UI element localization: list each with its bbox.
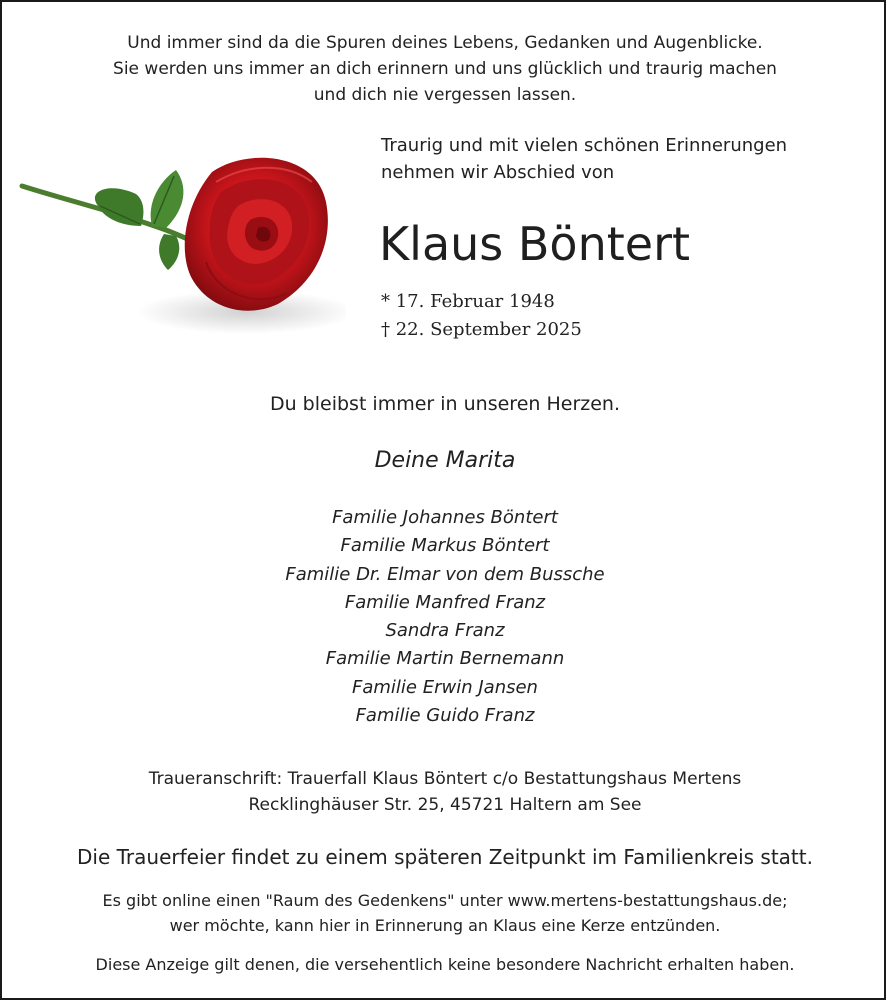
address-line: Recklinghäuser Str. 25, 45721 Haltern am See xyxy=(248,795,642,815)
family-entry: Familie Johannes Böntert xyxy=(332,507,558,528)
farewell-line: Traurig und mit vielen schönen Erinnerungen xyxy=(381,135,788,156)
family-entry: Familie Manfred Franz xyxy=(344,591,546,613)
closing-line: Du bleibst immer in unseren Herzen. xyxy=(269,393,621,415)
spouse-signature: Deine Marita xyxy=(374,448,516,473)
online-memorial-note xyxy=(2,888,886,938)
notice-line: Diese Anzeige gilt denen, die versehentlich keine besondere Nachricht erhalten haben. xyxy=(95,955,795,974)
red-rose-image xyxy=(16,142,346,362)
intro-line: und dich nie vergessen lassen. xyxy=(313,85,577,105)
address-line: Traueranschrift: Trauerfall Klaus Böntert c/o Bestattungshaus Mertens xyxy=(148,769,742,789)
family-entry: Familie Martin Bernemann xyxy=(325,648,565,670)
online-line: wer möchte, kann hier in Erinnerung an Klaus eine Kerze entzünden. xyxy=(169,916,721,935)
family-entry: Familie Erwin Jansen xyxy=(352,676,538,698)
death-date: † 22. September 2025 xyxy=(381,319,582,340)
family-entry: Familie Dr. Elmar von dem Bussche xyxy=(285,563,605,585)
mourning-address xyxy=(2,766,886,818)
family-entry: Sandra Franz xyxy=(385,620,505,642)
family-entry: Familie Guido Franz xyxy=(355,705,535,727)
deceased-name: Klaus Böntert xyxy=(379,217,691,271)
family-entry: Familie Markus Böntert xyxy=(340,535,550,557)
intro-line: Und immer sind da die Spuren deines Lebens, Gedanken und Augenblicke. xyxy=(127,33,763,53)
family-list xyxy=(2,504,886,730)
farewell-text xyxy=(381,132,787,186)
online-line: Es gibt online einen "Raum des Gedenkens" unter www.mertens-bestattungshaus.de; xyxy=(102,891,788,910)
intro-line: Sie werden uns immer an dich erinnern und uns glücklich und traurig machen xyxy=(113,59,777,79)
life-dates xyxy=(381,288,582,344)
farewell-line: nehmen wir Abschied von xyxy=(381,162,615,183)
birth-date: * 17. Februar 1948 xyxy=(381,291,555,312)
intro-poem xyxy=(2,30,886,108)
ceremony-note: Die Trauerfeier findet zu einem späteren Zeitpunkt im Familienkreis statt. xyxy=(77,845,813,869)
